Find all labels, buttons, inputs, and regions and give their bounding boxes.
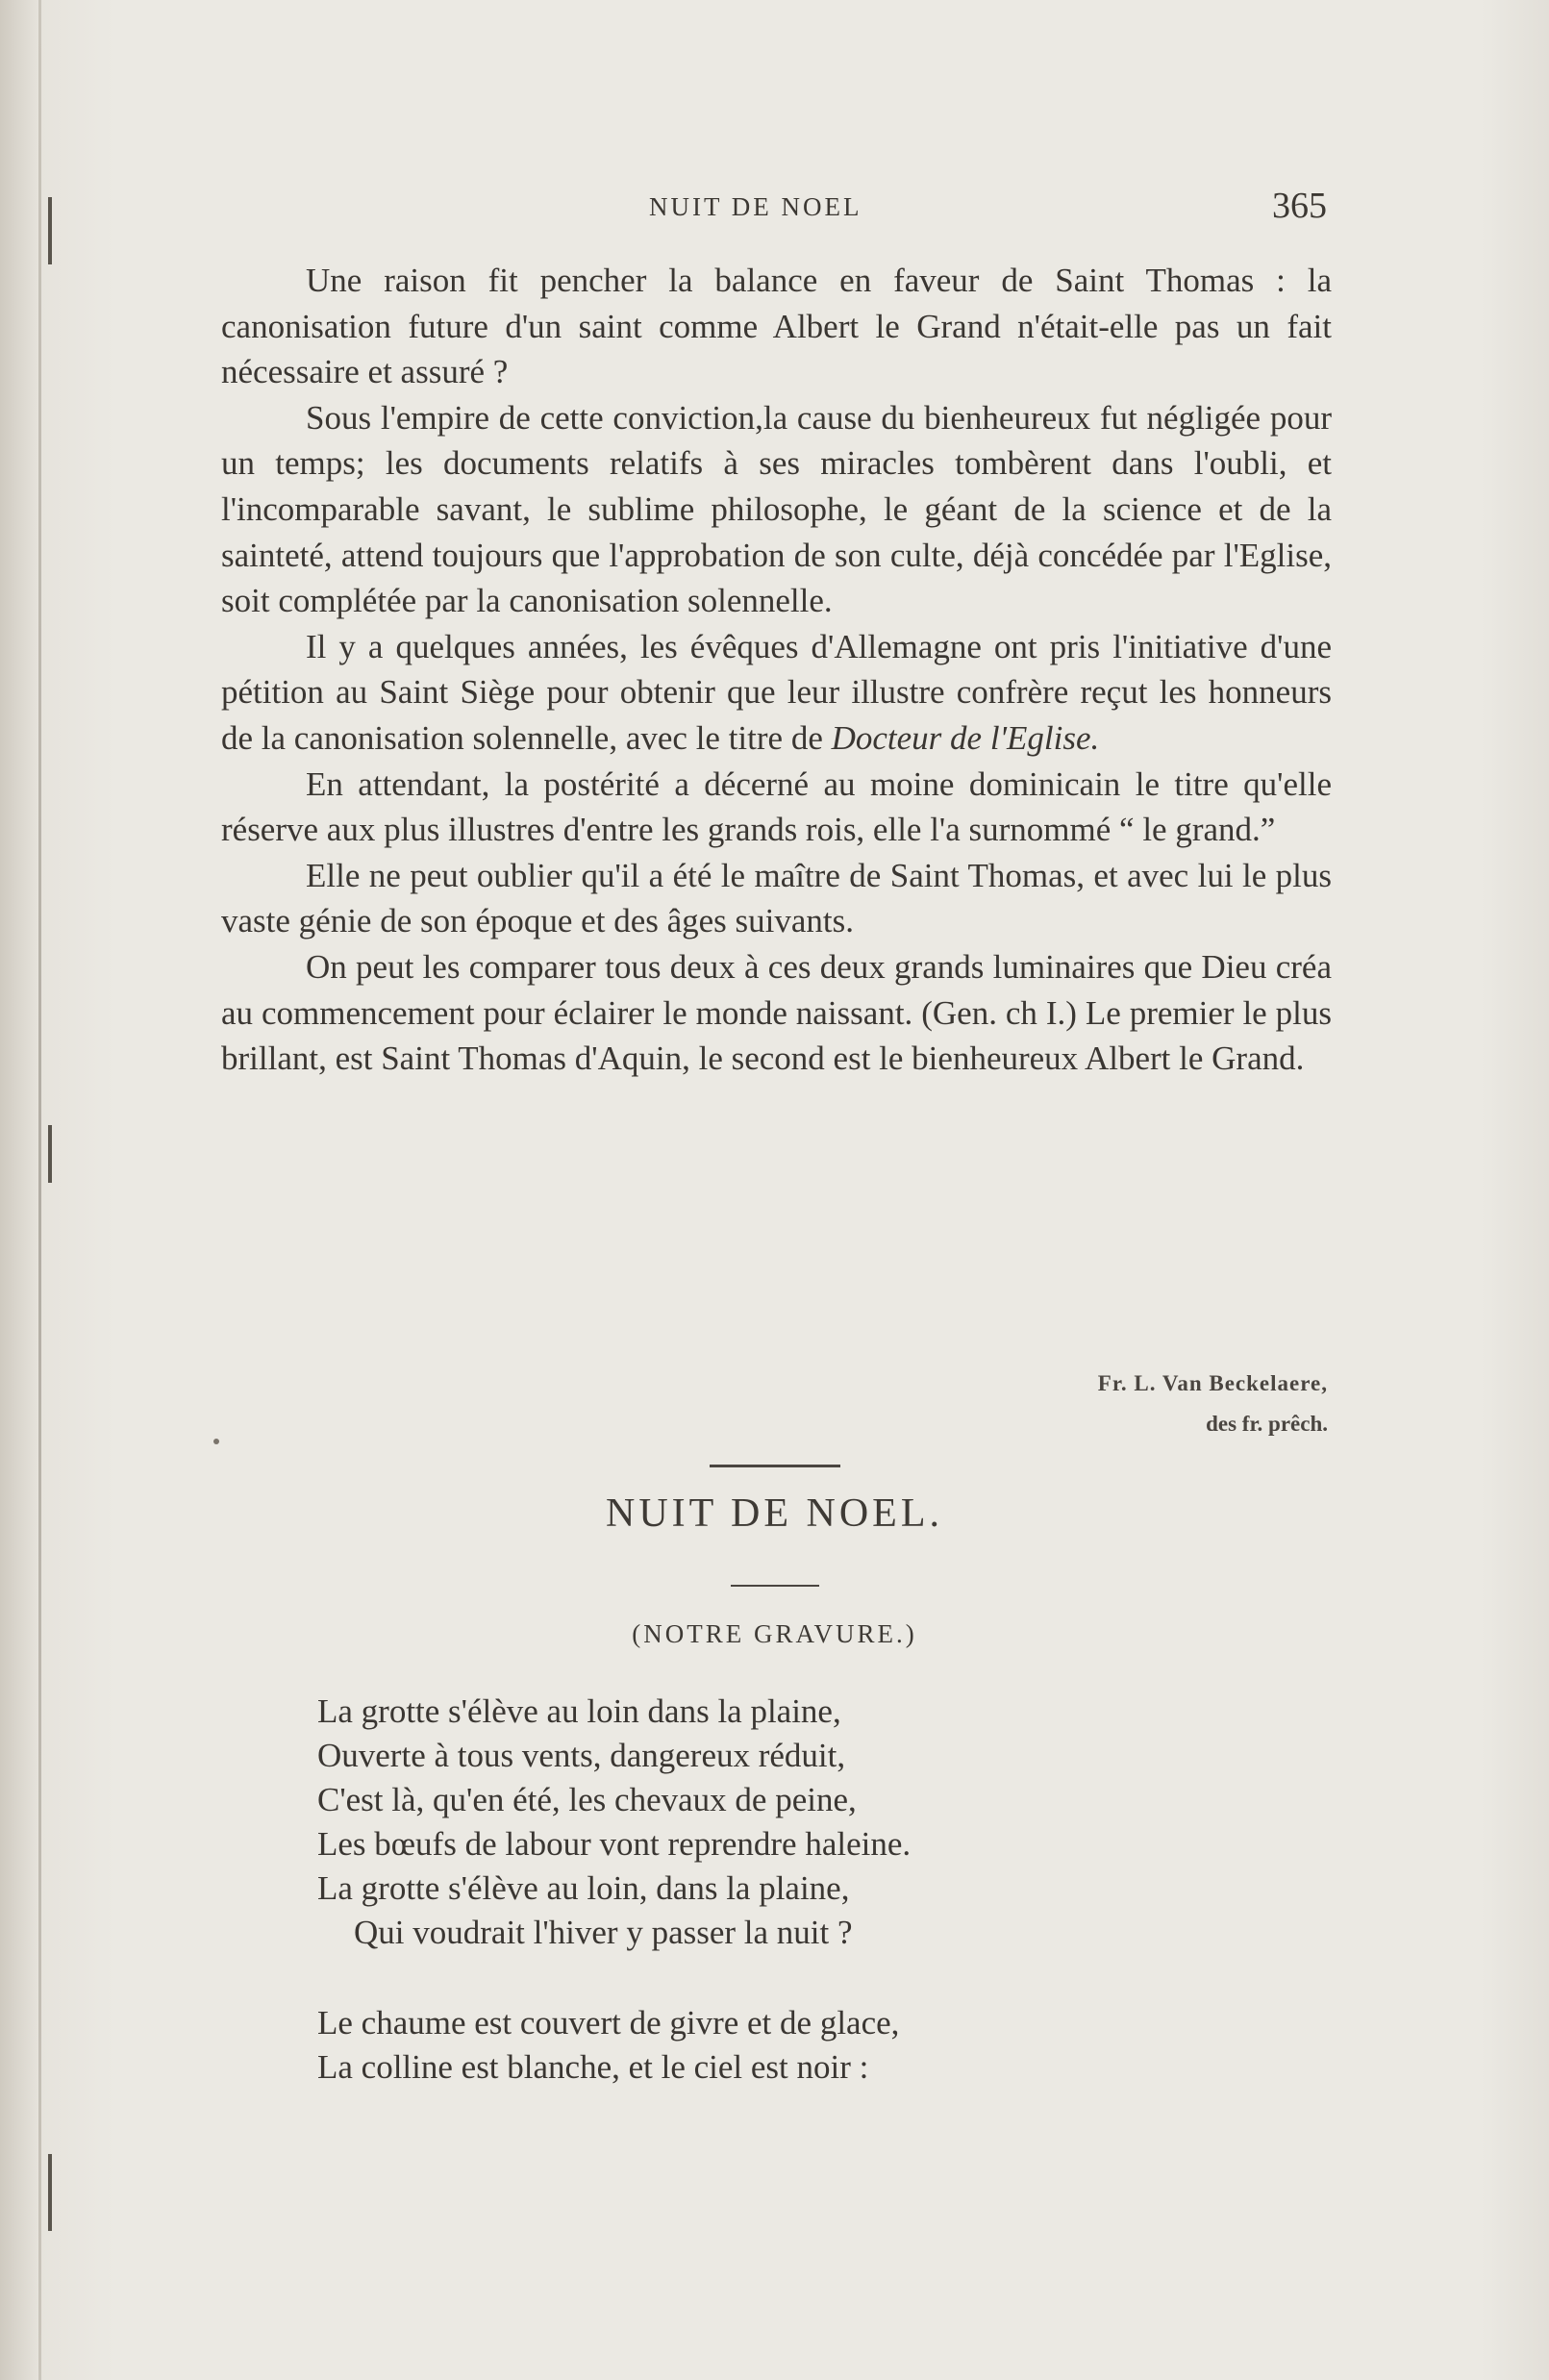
section-subtitle: (NOTRE GRAVURE.)	[632, 1619, 917, 1648]
poem-line: La grotte s'élève au loin dans la plaine,	[317, 1692, 841, 1730]
title-underline	[731, 1585, 819, 1587]
binding-mark	[48, 2154, 52, 2231]
signature-name: Fr. L. Van Beckelaere,	[1097, 1371, 1328, 1395]
poem	[317, 1690, 911, 2090]
binding-mark	[48, 197, 52, 264]
poem-line: C'est là, qu'en été, les chevaux de peine,	[317, 1781, 857, 1818]
print-speck	[213, 1439, 219, 1444]
paragraph: Elle ne peut oublier qu'il a été le maître de Saint Thomas, et avec lui le plus vaste génie de son époque et des âges suivants.	[221, 856, 1332, 940]
running-title: NUIT DE NOEL	[649, 192, 862, 221]
section-title: NUIT DE NOEL.	[605, 1491, 943, 1536]
poem-line: Ouverte à tous vents, dangereux réduit,	[317, 1737, 846, 1774]
poem-line: Les bœufs de labour vont reprendre haleine.	[317, 1825, 912, 1863]
paragraph: Sous l'empire de cette conviction,la cause du bienheureux fut négligée pour un temps; les documents relatifs à ses miracles tombèrent dans l'oubli, et l'incomparable savant, le sublime philosophe, le géant de la science et de la sainteté, attend toujours que l'approbation de son culte, déjà concédée par l'Eglise, soit complétée par la canonisation solennelle.	[221, 398, 1332, 620]
binding-mark	[48, 1125, 52, 1183]
page-number: 365	[1272, 186, 1327, 226]
poem-line: La grotte s'élève au loin, dans la plaine,	[317, 1869, 850, 1907]
poem-line: Le chaume est couvert de givre et de glace,	[317, 2004, 900, 2042]
poem-line: Qui voudrait l'hiver y passer la nuit ?	[354, 1914, 853, 1951]
poem-line: La colline est blanche, et le ciel est noir :	[317, 2048, 869, 2086]
page-header	[221, 181, 1327, 229]
page-binding-edge	[38, 0, 41, 2380]
paragraph: Une raison fit pencher la balance en faveur de Saint Thomas : la canonisation future d'un saint comme Albert le Grand n'était-elle pas un fait nécessaire et assuré ?	[221, 262, 1332, 391]
signature-title: des fr. prêch.	[1206, 1412, 1328, 1436]
section-divider	[710, 1465, 840, 1467]
paragraph: On peut les comparer tous deux à ces deux grands luminaires que Dieu créa au commencement pour éclairer le monde naissant. (Gen. ch I.) Le premier le plus brillant, est Saint Thomas d'Aquin, le second est le bienheureux Albert le Grand.	[221, 947, 1332, 1078]
italic-title: Docteur de l'Eglise.	[831, 718, 1100, 757]
paragraph-text: Il y a quelques années, les évêques d'Allemagne ont pris l'initiative d'une pétition au Saint Siège pour obtenir que leur illustre confrère reçut les honneurs de la canonisation solennelle, avec le titre de	[221, 627, 1332, 757]
author-signature	[1098, 1364, 1328, 1444]
stanza-gap	[317, 1955, 911, 2001]
paragraph	[221, 624, 1332, 762]
article-body	[221, 258, 1332, 1082]
paragraph: En attendant, la postérité a décerné au moine dominicain le titre qu'elle réserve aux plus illustres d'entre les grands rois, elle l'a surnommé “ le grand.”	[221, 764, 1332, 849]
